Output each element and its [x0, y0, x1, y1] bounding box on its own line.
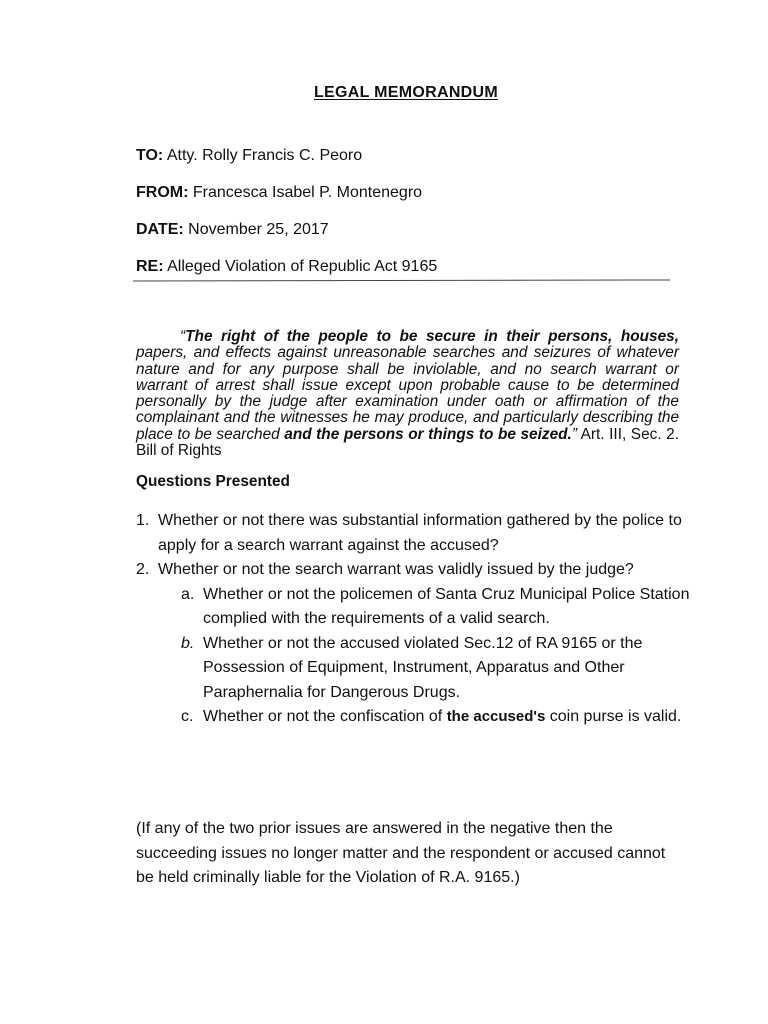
question-item [136, 558, 696, 583]
questions-list [136, 509, 696, 730]
header-divider [133, 279, 670, 281]
sub-question-letter: b. [181, 634, 195, 652]
question-text: Whether or not there was substantial information gathered by the police to apply for a search warrant against the accused? [158, 512, 682, 554]
quote-citation: Art. III, Sec. 2. Bill of Rights [136, 425, 679, 460]
to-line [136, 146, 362, 166]
from-value: Francesca Isabel P. Montenegro [188, 184, 423, 201]
from-label: FROM: [136, 184, 189, 201]
re-value: Alleged Violation of Republic Act 9165 [163, 258, 438, 275]
quote-bold-lead: The right of the people to be secure in their persons, houses, [185, 328, 679, 345]
quote-bold-tail: and the persons or things to be seized. [284, 425, 572, 443]
date-label: DATE: [136, 221, 184, 238]
closing-note: (If any of the two prior issues are answered in the negative then the succeeding issues no longer matter and the respondent or accused cannot be held criminally liable for the Violation of R.A. 9165.) [136, 820, 666, 886]
from-line [136, 183, 422, 203]
question-text: Whether or not the search warrant was validly issued by the judge? [158, 561, 634, 578]
sub-question-text: Whether or not the accused violated Sec.12 of RA 9165 or the Possession of Equipment, Instrument, Apparatus and Other Paraphernalia for Dangerous Drugs. [203, 634, 643, 701]
date-line [136, 220, 329, 240]
quote-close-mark: ” [571, 425, 577, 443]
sub-question-text-before: Whether or not the confiscation of [203, 708, 447, 725]
question-number: 1. [136, 512, 150, 529]
memo-title: LEGAL MEMORANDUM [313, 84, 499, 101]
quote-open-mark: “ [180, 328, 186, 345]
sub-question-text-after: coin purse is valid. [545, 708, 682, 725]
sub-question-letter: a. [181, 585, 195, 603]
re-line [136, 257, 437, 277]
sub-question-text-bold: the accused's [446, 708, 546, 725]
questions-heading: Questions Presented [136, 473, 290, 490]
re-label: RE: [136, 258, 164, 275]
quote-body: papers, and effects against unreasonable searches and seizures of whatever nature and for any purpose shall be inviolable, and no search warrant or warrant of arrest shall issue except upon probable cause to be determined personally by the judge after examination under oath or affirmation of the complainant and the witnesses he may produce, and particularly describing the place to be searched [136, 344, 679, 443]
sub-question-item [136, 583, 696, 632]
question-number: 2. [136, 561, 150, 578]
question-item [136, 509, 696, 558]
sub-question-text: Whether or not the policemen of Santa Cruz Municipal Police Station complied with the requirements of a valid search. [203, 585, 690, 627]
sub-question-letter: c. [181, 708, 194, 725]
to-value: Atty. Rolly Francis C. Peoro [163, 147, 363, 164]
constitution-quote [136, 329, 679, 459]
to-label: TO: [136, 147, 164, 164]
sub-question-item [136, 705, 696, 730]
sub-question-item [136, 632, 696, 706]
date-value: November 25, 2017 [183, 221, 329, 238]
